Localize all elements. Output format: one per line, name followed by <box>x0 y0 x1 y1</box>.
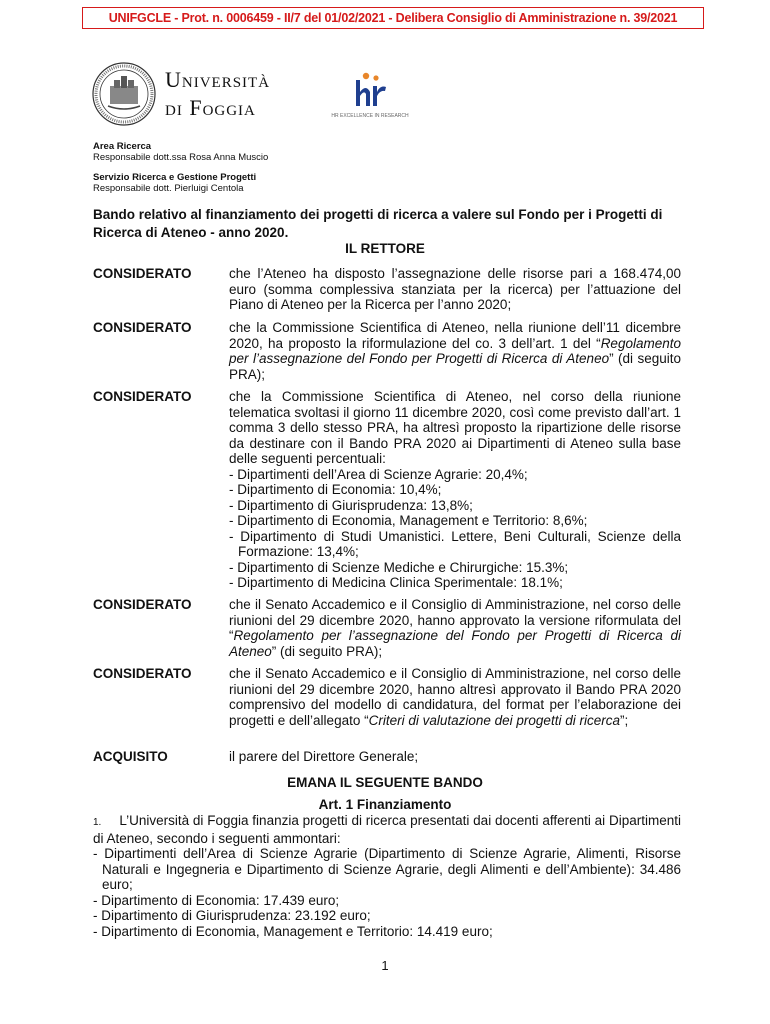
document-title: Bando relativo al finanziamento dei progetti di ricerca a valere sul Fondo per i Progetti di Ricerca di Ateneo - anno 2020. <box>93 207 663 240</box>
hr-caption: HR EXCELLENCE IN RESEARCH <box>331 113 409 119</box>
list-item: - Dipartimento di Studi Umanistici. Lettere, Beni Culturali, Scienze della <box>229 528 681 544</box>
office-area-responsible: Responsabile dott.ssa Rosa Anna Muscio <box>93 152 269 163</box>
clause-1-text: che l’Ateneo ha disposto l’assegnazione delle risorse pari a 168.474,00 euro (somma complessiva stanziata per la ricerca) per l’attuazione del Piano di Ateneo per la Ricerca per l’anno 2020; <box>229 266 681 312</box>
list-item: - Dipartimento di Economia: 10,4%; <box>229 482 442 497</box>
clause-keyword: CONSIDERATO <box>93 666 192 681</box>
clause-text <box>229 666 681 728</box>
clause-text <box>229 266 681 313</box>
list-item: - Dipartimenti dell’Area di Scienze Agrarie (Dipartimento di Scienze Agrarie, Alimenti, Risorse Naturali e Ingegneria e Dipartimento di Scienze Agrarie, degli Alimenti e dell’Ambiente): 34.486 euro; <box>93 846 681 892</box>
clause-keyword: CONSIDERATO <box>93 389 192 404</box>
university-seal-icon <box>92 62 156 126</box>
clause-2-text-b: ” (di seguito PRA); <box>229 351 681 382</box>
clause-2-text-a: che la Commissione Scientifica di Ateneo, nella riunione dell’11 dicembre 2020, ha proposto la riformulazione del co. 3 dell’art. 1 del “ <box>229 320 681 351</box>
clause-text <box>229 320 681 382</box>
list-item: - Dipartimento di Economia, Management e Territorio: 14.419 euro; <box>93 923 493 939</box>
office-service <box>93 172 256 194</box>
article-number: 1. <box>93 817 102 828</box>
office-area <box>93 141 268 163</box>
clause-4-text-a: che il Senato Accademico e il Consiglio di Amministrazione, nel corso delle riunioni del 29 dicembre 2020, hanno approvato la versione riformulata del “ <box>229 597 681 643</box>
list-item: - Dipartimento di Scienze Mediche e Chirurgiche: 15.3%; <box>229 559 569 575</box>
office-service-title: Servizio Ricerca e Gestione Progetti <box>93 172 257 183</box>
list-item: - Dipartimento di Giurisprudenza: 23.192 euro; <box>93 908 371 923</box>
clause-3-text: che la Commissione Scientifica di Ateneo, nel corso della riunione telematica svoltasi il giorno 11 dicembre 2020, così come previsto dall’art. 1 comma 3 dello stesso PRA, ha altresì proposto la ripartizione delle risorse da destinare con il Bando PRA 2020 ai Dipartimenti di Ateneo sulla base delle seguenti percentuali: <box>229 389 681 466</box>
rettore-heading: IL RETTORE <box>345 241 425 256</box>
university-name <box>165 66 270 122</box>
list-item: Formazione: 13,4%; <box>238 544 359 559</box>
clause-keyword: ACQUISITO <box>93 749 168 764</box>
clause-text <box>229 597 681 659</box>
article-body <box>93 813 681 939</box>
university-name-line2: di Foggia <box>165 95 256 120</box>
clause-keyword: CONSIDERATO <box>93 266 192 281</box>
article-title: Art. 1 Finanziamento <box>318 797 452 812</box>
office-area-title: Area Ricerca <box>93 141 152 152</box>
list-item: - Dipartimento di Medicina Clinica Sperimentale: 18.1%; <box>229 575 563 590</box>
article-intro: L’Università di Foggia finanzia progetti di ricerca presentati dai docenti afferenti ai Dipartimenti di Ateneo, secondo i seguenti ammontari: <box>93 813 681 846</box>
clause-6-text: il parere del Direttore Generale; <box>229 749 419 764</box>
clause-4-text-b: ” (di seguito PRA); <box>271 643 383 659</box>
clause-5-italic: Criteri di valutazione dei progetti di ricerca <box>368 712 620 728</box>
clause-2-italic: Regolamento per l’assegnazione del Fondo per Progetti di Ricerca di Ateneo <box>229 335 681 366</box>
clause-5-text-b: ”; <box>619 712 629 728</box>
list-item: - Dipartimento di Economia, Management e Territorio: 8,6%; <box>229 513 588 528</box>
office-service-responsible: Responsabile dott. Pierluigi Centola <box>93 183 244 194</box>
protocol-stamp: UNIFGCLE - Prot. n. 0006459 - II/7 del 01/02/2021 - Delibera Consiglio di Amministrazione n. 39/2021 <box>82 7 704 29</box>
clause-keyword: CONSIDERATO <box>93 597 192 612</box>
list-item: - Dipartimenti dell’Area di Scienze Agrarie: 20,4%; <box>229 466 528 482</box>
clause-text <box>229 389 681 591</box>
university-name-line1: Università <box>165 67 271 92</box>
emana-heading: EMANA IL SEGUENTE BANDO <box>287 775 483 790</box>
list-item: - Dipartimento di Economia: 17.439 euro; <box>93 892 340 908</box>
clause-4-italic: Regolamento per l’assegnazione del Fondo per Progetti di Ricerca di Ateneo <box>229 628 681 659</box>
list-item: - Dipartimento di Giurisprudenza: 13,8%; <box>229 497 473 513</box>
clause-5-text-a: che il Senato Accademico e il Consiglio di Amministrazione, nel corso delle riunioni del 29 dicembre 2020, hanno altresì approvato il Bando PRA 2020 comprensivo del modello di candidatura, del format per l’elaborazione dei progetti e dell’allegato “ <box>229 666 681 728</box>
page-number: 1 <box>381 958 389 973</box>
clause-keyword: CONSIDERATO <box>93 320 192 335</box>
clause-text <box>229 749 681 765</box>
